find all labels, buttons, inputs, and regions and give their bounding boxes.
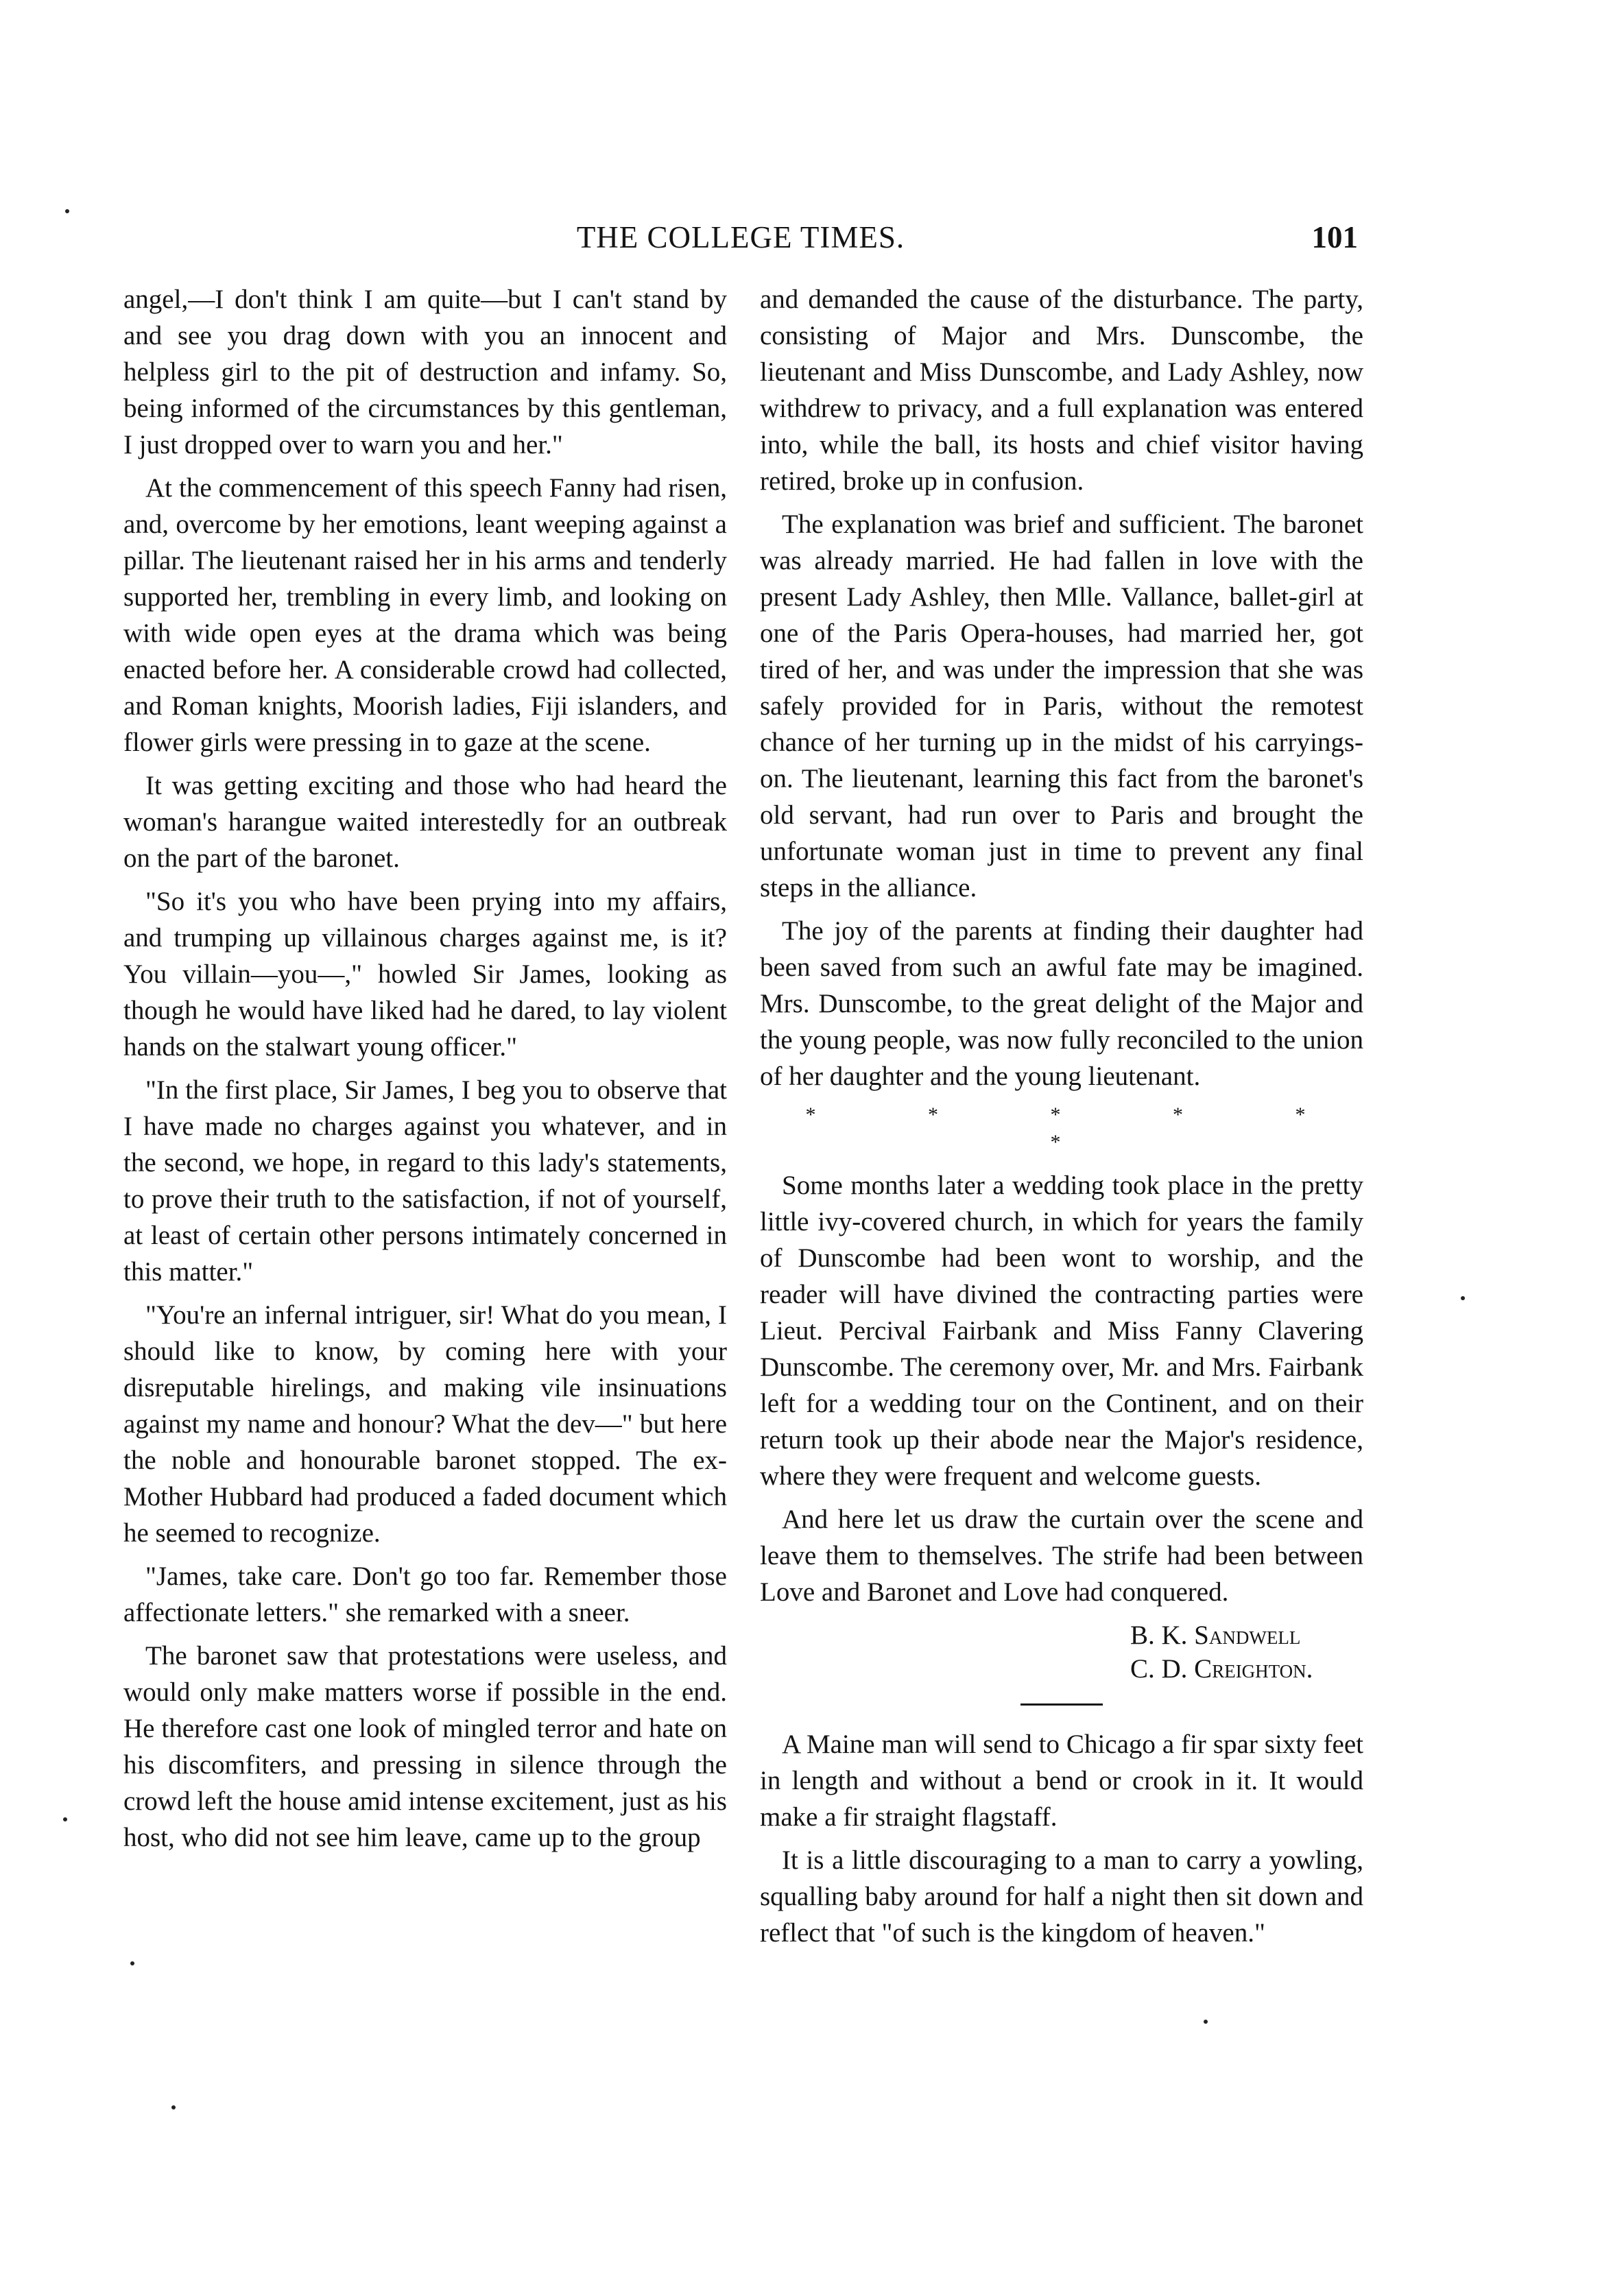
scan-speck: [63, 1817, 67, 1821]
paragraph: The joy of the parents at finding their daughter had been saved from such an awful fate may be imagined. Mrs. Dunscombe, to the great delight of the Major and the young people, was now fully reconciled to the union of her daughter and the young lieutenant.: [760, 916, 1363, 1091]
scan-speck: [1461, 1296, 1465, 1300]
signature-creighton: C. D. Creighton.: [1130, 1654, 1313, 1684]
left-column: [123, 281, 727, 1863]
running-header: [123, 214, 1358, 262]
paragraph: It was getting exciting and those who had heard the woman's harangue waited interestedly for an outbreak on the part of the baronet.: [123, 771, 727, 873]
paragraph: At the commencement of this speech Fanny had risen, and, overcome by her emotions, leant weeping against a pillar. The lieutenant raised her in his arms and tenderly supported her, trembling in every limb, and looking on with wide open eyes at the drama which was being enacted before her. A considerable crowd had collected, and Roman knights, Moorish ladies, Fiji islanders, and flower girls were pressing in to gaze at the scene.: [123, 473, 727, 757]
right-column: [760, 281, 1363, 1958]
section-break-stars: * * * * * *: [805, 1103, 1359, 1153]
paragraph: "In the first place, Sir James, I beg you to observe that I have made no charges against you whatever, and in the second, we hope, in regard to this lady's statements, to prove their truth to the satisfaction, if not of yourself, at least of certain other persons intimately concerned in this matter.": [123, 1075, 727, 1287]
paragraph: "So it's you who have been prying into my affairs, and trumping up villainous charges against me, is it? You villain—you—," howled Sir James, looking as though he would have liked had he dared, to lay violent hands on the stalwart young officer.": [123, 887, 727, 1062]
scan-speck: [171, 2105, 176, 2109]
scan-speck: [65, 209, 69, 213]
scan-speck: [130, 1961, 134, 1965]
separator-rule: [1020, 1703, 1103, 1706]
paragraph: The baronet saw that protestations were useless, and would only make matters worse if possible in the end. He therefore cast one look of mingled terror and hate on his discomfiters, and pressing in silence through the crowd left the house amid intense excitement, just as his host, who did not see him leave, came up to the group: [123, 1641, 727, 1852]
paragraph: "You're an infernal intriguer, sir! What do you mean, I should like to know, by coming here with your disreputable hirelings, and making vile insinuations against my name and honour? What the dev—" but here the noble and honourable baronet stopped. The ex-Mother Hubbard had produced a faded document which he seemed to recognize.: [123, 1300, 727, 1548]
paragraph: The explanation was brief and sufficient. The baronet was already married. He had fallen in love with the present Lady Ashley, then Mlle. Vallance, ballet-girl at one of the Paris Opera-houses, had married her, got tired of her, and was under the impression that she was safely provided for in Paris, without the remotest chance of her turning up in the midst of his carryings-on. The lieutenant, learning this fact from the baronet's old servant, had run over to Paris and brought the unfortunate woman just in time to prevent any final steps in the alliance.: [760, 510, 1363, 902]
paragraph: Some months later a wedding took place in the pretty little ivy-covered church, in which for years the family of Dunscombe had been wont to worship, and the reader will have divined the contracting parties were Lieut. Percival Fairbank and Miss Fanny Clavering Dunscombe. The ceremony over, Mr. and Mrs. Fairbank left for a wedding tour on the Continent, and on their return took up their abode near the Major's residence, where they were frequent and welcome guests.: [760, 1171, 1363, 1491]
filler-paragraph: A Maine man will send to Chicago a fir spar sixty feet in length and without a bend or crook in it. It would make a fir straight flagstaff.: [760, 1730, 1363, 1832]
scan-speck: [1204, 2020, 1208, 2024]
page-number: 101: [1311, 220, 1358, 254]
author-signatures: [760, 1617, 1363, 1687]
running-title: THE COLLEGE TIMES.: [576, 220, 905, 254]
paragraph: "James, take care. Don't go too far. Remember those affectionate letters." she remarked with a sneer.: [123, 1562, 727, 1627]
paragraph: angel,—I don't think I am quite—but I can't stand by and see you drag down with you an innocent and helpless girl to the pit of destruction and infamy. So, being informed of the circumstances by this gentleman, I just dropped over to warn you and her.": [123, 285, 727, 459]
paragraph: and demanded the cause of the disturbance. The party, consisting of Major and Mrs. Dunscombe, the lieutenant and Miss Dunscombe, and Lady Ashley, now withdrew to privacy, and a full explanation was entered into, while the ball, its hosts and chief visitor having retired, broke up in confusion.: [760, 285, 1363, 496]
paragraph: And here let us draw the curtain over the scene and leave them to themselves. The strife had been between Love and Baronet and Love had conquered.: [760, 1505, 1363, 1607]
signature-sandwell: B. K. Sandwell: [1130, 1621, 1301, 1650]
filler-paragraph: It is a little discouraging to a man to carry a yowling, squalling baby around for half a night then sit down and reflect that "of such is the kingdom of heaven.": [760, 1845, 1363, 1948]
